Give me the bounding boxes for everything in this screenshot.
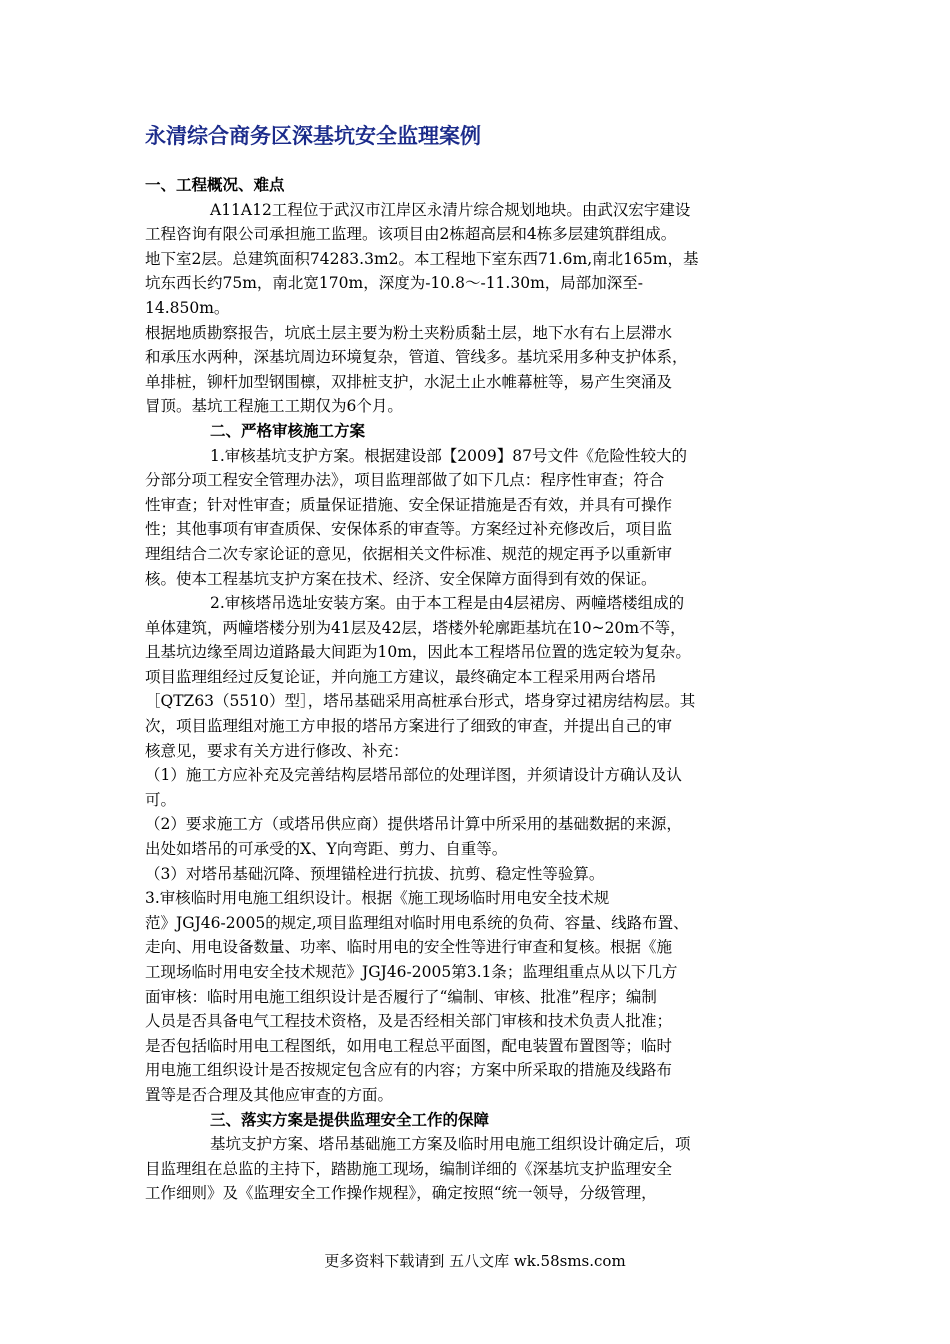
text-line: 置等是否合理及其他应审查的方面。 — [145, 1085, 394, 1104]
text-line: 且基坑边缘至周边道路最大间距为10m，因此本工程塔吊位置的选定较为复杂。 — [145, 643, 691, 662]
text-line: 核意见，要求有关方进行修改、补充： — [145, 741, 409, 760]
text-line: 用电施工组织设计是否按规定包含应有的内容；方案中所采取的措施及线路布 — [145, 1061, 673, 1080]
section-heading: 一、工程概况、难点 — [145, 176, 285, 194]
text-line: 1.审核基坑支护方案。根据建设部【2009】87号文件《危险性较大的 — [210, 446, 687, 465]
text-line: （1）施工方应补充及完善结构层塔吊部位的处理详图，并须请设计方确认及认 — [145, 766, 682, 785]
text-line: 可。 — [145, 790, 177, 809]
text-line: 冒顶。基坑工程施工工期仅为6个月。 — [145, 397, 403, 416]
text-line: 坑东西长约75m，南北宽170m，深度为-10.8～-11.30m，局部加深至- — [145, 274, 643, 293]
text-line: 理组结合二次专家论证的意见，依据相关文件标准、规范的规定再予以重新审 — [145, 544, 673, 563]
text-line: （2）要求施工方（或塔吊供应商）提供塔吊计算中所采用的基础数据的来源， — [145, 815, 682, 834]
text-line: 14.850m。 — [145, 298, 230, 317]
text-line: 是否包括临时用电工程图纸，如用电工程总平面图，配电装置布置图等；临时 — [145, 1036, 673, 1055]
text-line: 分部分项工程安全管理办法》，项目监理部做了如下几点：程序性审查；符合 — [145, 471, 665, 490]
text-line: 次，项目监理组对施工方申报的塔吊方案进行了细致的审查，并提出自己的审 — [145, 717, 673, 736]
text-line: 地下室2层。总建筑面积74283.3m2。本工程地下室东西71.6m,南北165m，基 — [145, 249, 699, 268]
text-line: 工程咨询有限公司承担施工监理。该项目由2栋超高层和4栋多层建筑群组成。 — [145, 225, 677, 244]
text-line: ［QTZ63（5510）型］，塔吊基础采用高桩承台形式，塔身穿过裙房结构层。其 — [145, 692, 696, 711]
text-line: 项目监理组经过反复论证，并向施工方建议，最终确定本工程采用两台塔吊 — [145, 667, 657, 686]
text-line: 目监理组在总监的主持下，踏勘施工现场，编制详细的《深基坑支护监理安全 — [145, 1159, 673, 1178]
text-line: 工作细则》及《监理安全工作操作规程》，确定按照“统一领导，分级管理， — [145, 1184, 657, 1203]
text-line: 走向、用电设备数量、功率、临时用电的安全性等进行审查和复核。根据《施 — [145, 938, 673, 957]
text-line: 2.审核塔吊选址安装方案。由于本工程是由4层裙房、两幢塔楼组成的 — [210, 594, 685, 613]
text-line: 人员是否具备电气工程技术资格，及是否经相关部门审核和技术负责人批准； — [145, 1012, 673, 1031]
text-line: 单体建筑，两幢塔楼分别为41层及42层，塔楼外轮廓距基坑在10~20m不等， — [145, 618, 686, 637]
text-line: 面审核：临时用电施工组织设计是否履行了“编制、审核、批准”程序；编制 — [145, 987, 657, 1006]
text-line: 出处如塔吊的可承受的X、Y向弯距、剪力、自重等。 — [145, 840, 508, 859]
text-line: 范》JGJ46-2005的规定,项目监理组对临时用电系统的负荷、容量、线路布置、 — [145, 913, 689, 932]
document-title: 永清综合商务区深基坑安全监理案例 — [145, 124, 481, 148]
text-line: 根据地质勘察报告，坑底土层主要为粉土夹粉质黏土层，地下水有右上层滞水 — [145, 323, 673, 342]
text-line: 核。使本工程基坑支护方案在技术、经济、安全保障方面得到有效的保证。 — [145, 569, 657, 588]
section-heading: 三、落实方案是提供监理安全工作的保障 — [210, 1110, 490, 1129]
section-heading: 二、严格审核施工方案 — [210, 421, 366, 440]
document-body — [145, 173, 810, 1206]
text-line: 性审查；针对性审查；质量保证措施、安全保证措施是否有效，并具有可操作 — [145, 495, 673, 514]
text-line: 基坑支护方案、塔吊基础施工方案及临时用电施工组织设计确定后，项 — [210, 1135, 691, 1154]
text-line: 和承压水两种，深基坑周边环境复杂，管道、管线多。基坑采用多种支护体系， — [145, 348, 688, 367]
text-line: A11A12工程位于武汉市江岸区永清片综合规划地块。由武汉宏宇建设 — [210, 200, 691, 219]
text-line: 性；其他事项有审查质保、安保体系的审查等。方案经过补充修改后，项目监 — [145, 520, 673, 539]
page-footer: 更多资料下载请到 五八文库 wk.58sms.com — [324, 1252, 626, 1270]
text-line: 工现场临时用电安全技术规范》JGJ46-2005第3.1条；监理组重点从以下几方 — [145, 963, 678, 981]
text-line: 单排桩，铆杆加型钢围檩，双排桩支护，水泥土止水帷幕桩等，易产生突涌及 — [145, 372, 673, 391]
text-line: 3.审核临时用电施工组织设计。根据《施工现场临时用电安全技术规 — [145, 889, 610, 908]
text-line: （3）对塔吊基础沉降、预埋锚栓进行抗拔、抗剪、稳定性等验算。 — [145, 864, 605, 883]
